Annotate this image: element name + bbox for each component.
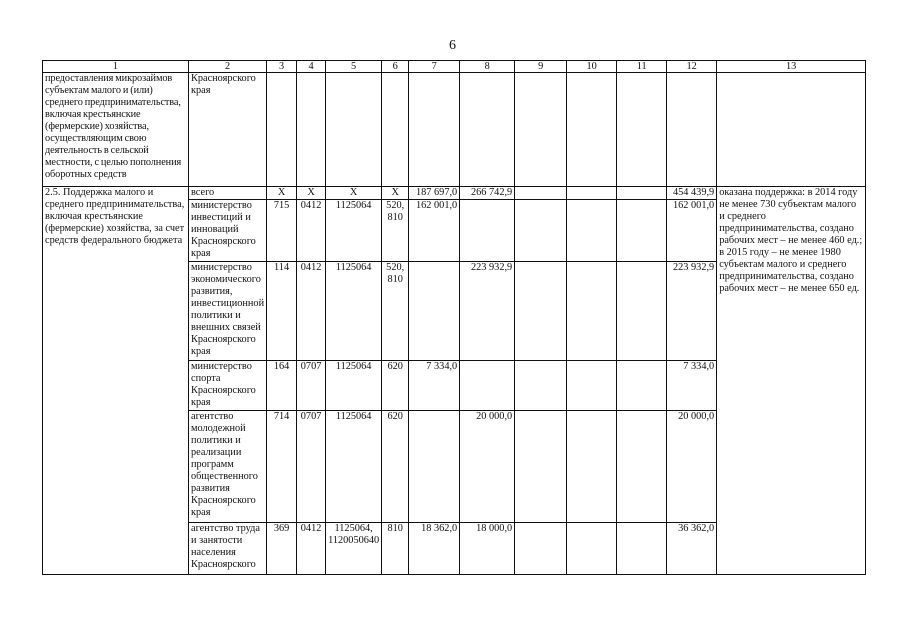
cell-rzpr: 0412 [297, 262, 326, 361]
cell-executor: агентство труда и занятости населения Красноярского [189, 523, 267, 575]
col-header-8: 8 [460, 61, 515, 73]
cell-executor-continued: Красноярского края [189, 73, 267, 187]
cell-col7: 18 362,0 [409, 523, 460, 575]
cell-measure-continued: предоставления микрозаймов субъектам малого и (или) среднего предпринимательства, включая крестьянские (фермерские) хозяйства, осуществляющим свою деятельность в сельской местности, с целью пополнения оборотных средств [43, 73, 189, 187]
cell-col8: 18 000,0 [460, 523, 515, 575]
col-header-13: 13 [717, 61, 866, 73]
cell-col12: 20 000,0 [667, 411, 717, 523]
cell-executor: агентство молодежной политики и реализации программ общественного развития Красноярского края [189, 411, 267, 523]
cell-col12: 36 362,0 [667, 523, 717, 575]
cell-total-rzpr: X [297, 187, 326, 200]
cell-vr: 810 [382, 523, 409, 575]
cell-measure-2-5: 2.5. Поддержка малого и среднего предпринимательства, включая крестьянские (фермерские) хозяйства, за счет средств федерального бюджета [43, 187, 189, 575]
header-row [43, 61, 866, 73]
cell-col8: 223 932,9 [460, 262, 515, 361]
cell-vr: 520, 810 [382, 262, 409, 361]
cell-rzpr: 0412 [297, 200, 326, 262]
cell-rzpr: 0707 [297, 361, 326, 411]
cell-grbs: 714 [267, 411, 297, 523]
cell-total-vr: X [382, 187, 409, 200]
cell-total-label: всего [189, 187, 267, 200]
cell-executor: министерство спорта Красноярского края [189, 361, 267, 411]
col-header-1: 1 [43, 61, 189, 73]
cell-total-col12: 454 439,9 [667, 187, 717, 200]
col-header-6: 6 [382, 61, 409, 73]
cell-vr: 520, 810 [382, 200, 409, 262]
col-header-3: 3 [267, 61, 297, 73]
col-header-9: 9 [515, 61, 567, 73]
cell-csr: 1125064 [326, 200, 382, 262]
col-header-5: 5 [326, 61, 382, 73]
cell-csr: 1125064 [326, 411, 382, 523]
cell-vr: 620 [382, 361, 409, 411]
cell-rzpr: 0707 [297, 411, 326, 523]
col-header-2: 2 [189, 61, 267, 73]
cell-total-col7: 187 697,0 [409, 187, 460, 200]
cell-rzpr: 0412 [297, 523, 326, 575]
cell-col12: 7 334,0 [667, 361, 717, 411]
cell-csr: 1125064, 1120050640 [326, 523, 382, 575]
cell-total-csr: X [326, 187, 382, 200]
cell-col7: 7 334,0 [409, 361, 460, 411]
col-header-12: 12 [667, 61, 717, 73]
cell-col12: 223 932,9 [667, 262, 717, 361]
cell-executor: министерство экономического развития, инвестиционной политики и внешних связей Красноярского края [189, 262, 267, 361]
cell-grbs: 715 [267, 200, 297, 262]
cell-executor: министерство инвестиций и инноваций Красноярского края [189, 200, 267, 262]
cell-vr: 620 [382, 411, 409, 523]
cell-expected-result: оказана поддержка: в 2014 году не менее 730 субъектам малого и среднего предпринимательства, создано рабочих мест – не менее 460 ед.; в 2015 году – не менее 1980 субъектам малого и среднего предпринимательства, создано рабочих мест – не менее 650 ед. [717, 187, 866, 575]
table-row [43, 73, 866, 187]
col-header-4: 4 [297, 61, 326, 73]
cell-grbs: 369 [267, 523, 297, 575]
cell-csr: 1125064 [326, 361, 382, 411]
col-header-7: 7 [409, 61, 460, 73]
budget-table [42, 60, 866, 575]
col-header-11: 11 [617, 61, 667, 73]
cell-total-grbs: X [267, 187, 297, 200]
table-row-total [43, 187, 866, 200]
cell-total-col8: 266 742,9 [460, 187, 515, 200]
cell-grbs: 164 [267, 361, 297, 411]
cell-col12: 162 001,0 [667, 200, 717, 262]
cell-csr: 1125064 [326, 262, 382, 361]
cell-col7: 162 001,0 [409, 200, 460, 262]
col-header-10: 10 [567, 61, 617, 73]
cell-col8: 20 000,0 [460, 411, 515, 523]
cell-grbs: 114 [267, 262, 297, 361]
page-number: 6 [449, 38, 456, 53]
